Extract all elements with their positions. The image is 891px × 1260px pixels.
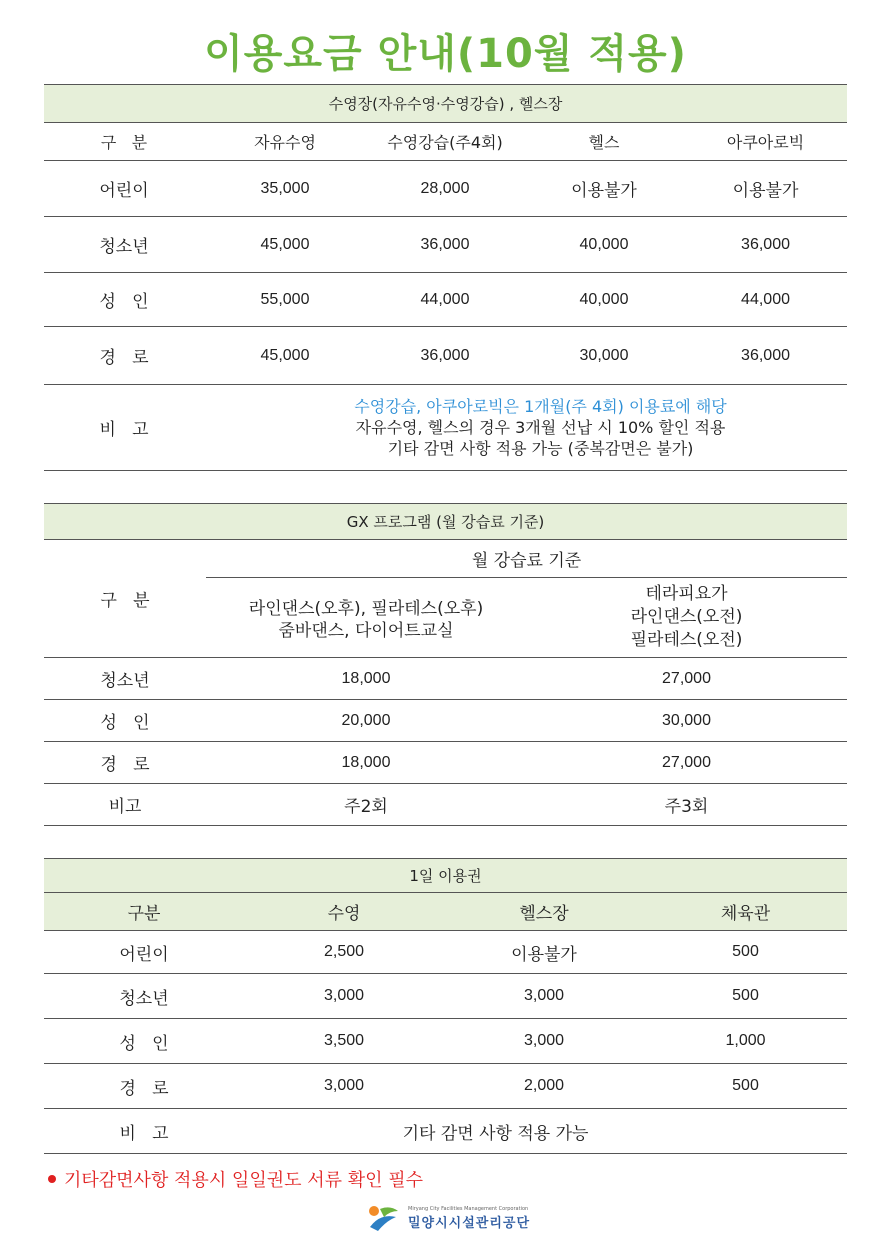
fee-cell: 500 bbox=[644, 1064, 847, 1109]
organization-logo bbox=[366, 1198, 530, 1238]
row-label: 경 로 bbox=[44, 742, 206, 784]
col-header: 헬스장 bbox=[444, 893, 644, 931]
fee-cell: 18,000 bbox=[206, 742, 526, 784]
fee-cell: 2,000 bbox=[444, 1064, 644, 1109]
table-row bbox=[44, 658, 847, 700]
remark-line: 기타 감면 사항 적용 가능 (중복감면은 불가) bbox=[387, 439, 694, 458]
col-header: 수영강습(주4회) bbox=[366, 123, 524, 161]
row-label: 성 인 bbox=[44, 273, 204, 327]
remarks-label: 비 고 bbox=[44, 385, 204, 471]
fee-cell: 주2회 bbox=[206, 784, 526, 826]
row-label: 어린이 bbox=[44, 161, 204, 217]
remark-line: 자유수영, 헬스의 경우 3개월 선납 시 10% 할인 적용 bbox=[355, 418, 726, 437]
fee-cell: 44,000 bbox=[366, 273, 524, 327]
pool-caption: 수영장(자유수영·수영강습) , 헬스장 bbox=[44, 85, 847, 123]
row-label: 청소년 bbox=[44, 974, 244, 1019]
page-title: 이용요금 안내(10월 적용) bbox=[204, 31, 687, 77]
table-row bbox=[44, 1019, 847, 1064]
table-row bbox=[44, 273, 847, 327]
table-row bbox=[44, 161, 847, 217]
fee-cell: 36,000 bbox=[684, 217, 847, 273]
fee-cell: 45,000 bbox=[204, 217, 366, 273]
table-row bbox=[44, 700, 847, 742]
gx-col2-line: 필라테스(오전) bbox=[630, 630, 743, 650]
bullet-icon bbox=[48, 1175, 56, 1183]
fee-cell: 44,000 bbox=[684, 273, 847, 327]
fee-cell: 30,000 bbox=[526, 700, 847, 742]
gx-fee-table bbox=[44, 503, 847, 826]
gx-col2-line: 테라피요가 bbox=[645, 584, 728, 604]
col-header: 수영 bbox=[244, 893, 444, 931]
fee-cell: 이용불가 bbox=[684, 161, 847, 217]
table-row bbox=[44, 931, 847, 974]
row-label: 경 로 bbox=[44, 1064, 244, 1109]
logo-mark-icon bbox=[366, 1203, 402, 1233]
fee-cell: 2,500 bbox=[244, 931, 444, 974]
table-row bbox=[44, 1064, 847, 1109]
footer-note-text: 기타감면사항 적용시 일일권도 서류 확인 필수 bbox=[64, 1170, 423, 1191]
fee-cell: 3,000 bbox=[444, 1019, 644, 1064]
fee-cell: 500 bbox=[644, 931, 847, 974]
fee-cell: 이용불가 bbox=[444, 931, 644, 974]
fee-cell: 55,000 bbox=[204, 273, 366, 327]
gx-col1-line: 라인댄스(오후), 필라테스(오후) bbox=[248, 598, 484, 619]
table-row bbox=[44, 217, 847, 273]
fee-cell: 3,000 bbox=[244, 974, 444, 1019]
fee-cell: 28,000 bbox=[366, 161, 524, 217]
fee-cell: 1,000 bbox=[644, 1019, 847, 1064]
fee-cell: 36,000 bbox=[684, 327, 847, 385]
fee-cell: 40,000 bbox=[524, 273, 684, 327]
daypass-fee-table bbox=[44, 858, 847, 1154]
pool-fee-table bbox=[44, 84, 847, 471]
fee-cell: 20,000 bbox=[206, 700, 526, 742]
logo-english-name: Miryang City Facilities Management Corporation bbox=[408, 1205, 529, 1212]
row-label: 성 인 bbox=[44, 1019, 244, 1064]
remarks-label: 비 고 bbox=[44, 1109, 244, 1154]
gx-col1-line: 줌바댄스, 다이어트교실 bbox=[278, 620, 454, 641]
row-label: 경 로 bbox=[44, 327, 204, 385]
fee-cell: 36,000 bbox=[366, 217, 524, 273]
remarks-text: 기타 감면 사항 적용 가능 bbox=[244, 1109, 847, 1154]
col-header: 자유수영 bbox=[204, 123, 366, 161]
fee-cell: 500 bbox=[644, 974, 847, 1019]
footer-note bbox=[48, 1166, 423, 1192]
fee-cell: 18,000 bbox=[206, 658, 526, 700]
gx-subheader: 월 강습료 기준 bbox=[206, 540, 847, 578]
fee-cell: 3,500 bbox=[244, 1019, 444, 1064]
row-label: 청소년 bbox=[44, 658, 206, 700]
gx-category-label: 구 분 bbox=[44, 540, 206, 658]
table-row bbox=[44, 974, 847, 1019]
logo-korean-name: 밀양시시설관리공단 bbox=[408, 1215, 531, 1231]
fee-cell: 27,000 bbox=[526, 742, 847, 784]
fee-cell: 35,000 bbox=[204, 161, 366, 217]
col-header: 헬스 bbox=[524, 123, 684, 161]
fee-cell: 45,000 bbox=[204, 327, 366, 385]
fee-cell: 3,000 bbox=[444, 974, 644, 1019]
col-header: 체육관 bbox=[644, 893, 847, 931]
fee-cell: 27,000 bbox=[526, 658, 847, 700]
table-row bbox=[44, 742, 847, 784]
fee-cell: 36,000 bbox=[366, 327, 524, 385]
fee-cell: 이용불가 bbox=[524, 161, 684, 217]
row-label: 청소년 bbox=[44, 217, 204, 273]
table-row bbox=[44, 327, 847, 385]
fee-cell: 30,000 bbox=[524, 327, 684, 385]
row-label: 비고 bbox=[44, 784, 206, 826]
row-label: 어린이 bbox=[44, 931, 244, 974]
remark-line: 수영강습, 아쿠아로빅은 1개월(주 4회) 이용료에 해당 bbox=[354, 397, 727, 416]
table-row bbox=[44, 784, 847, 826]
fee-cell: 40,000 bbox=[524, 217, 684, 273]
col-header: 구 분 bbox=[44, 123, 204, 161]
row-label: 성 인 bbox=[44, 700, 206, 742]
gx-col2-line: 라인댄스(오전) bbox=[630, 607, 743, 627]
col-header: 구분 bbox=[44, 893, 244, 931]
fee-cell: 주3회 bbox=[526, 784, 847, 826]
gx-caption: GX 프로그램 (월 강습료 기준) bbox=[44, 504, 847, 540]
col-header: 아쿠아로빅 bbox=[684, 123, 847, 161]
fee-cell: 3,000 bbox=[244, 1064, 444, 1109]
daypass-caption: 1일 이용권 bbox=[44, 859, 847, 893]
